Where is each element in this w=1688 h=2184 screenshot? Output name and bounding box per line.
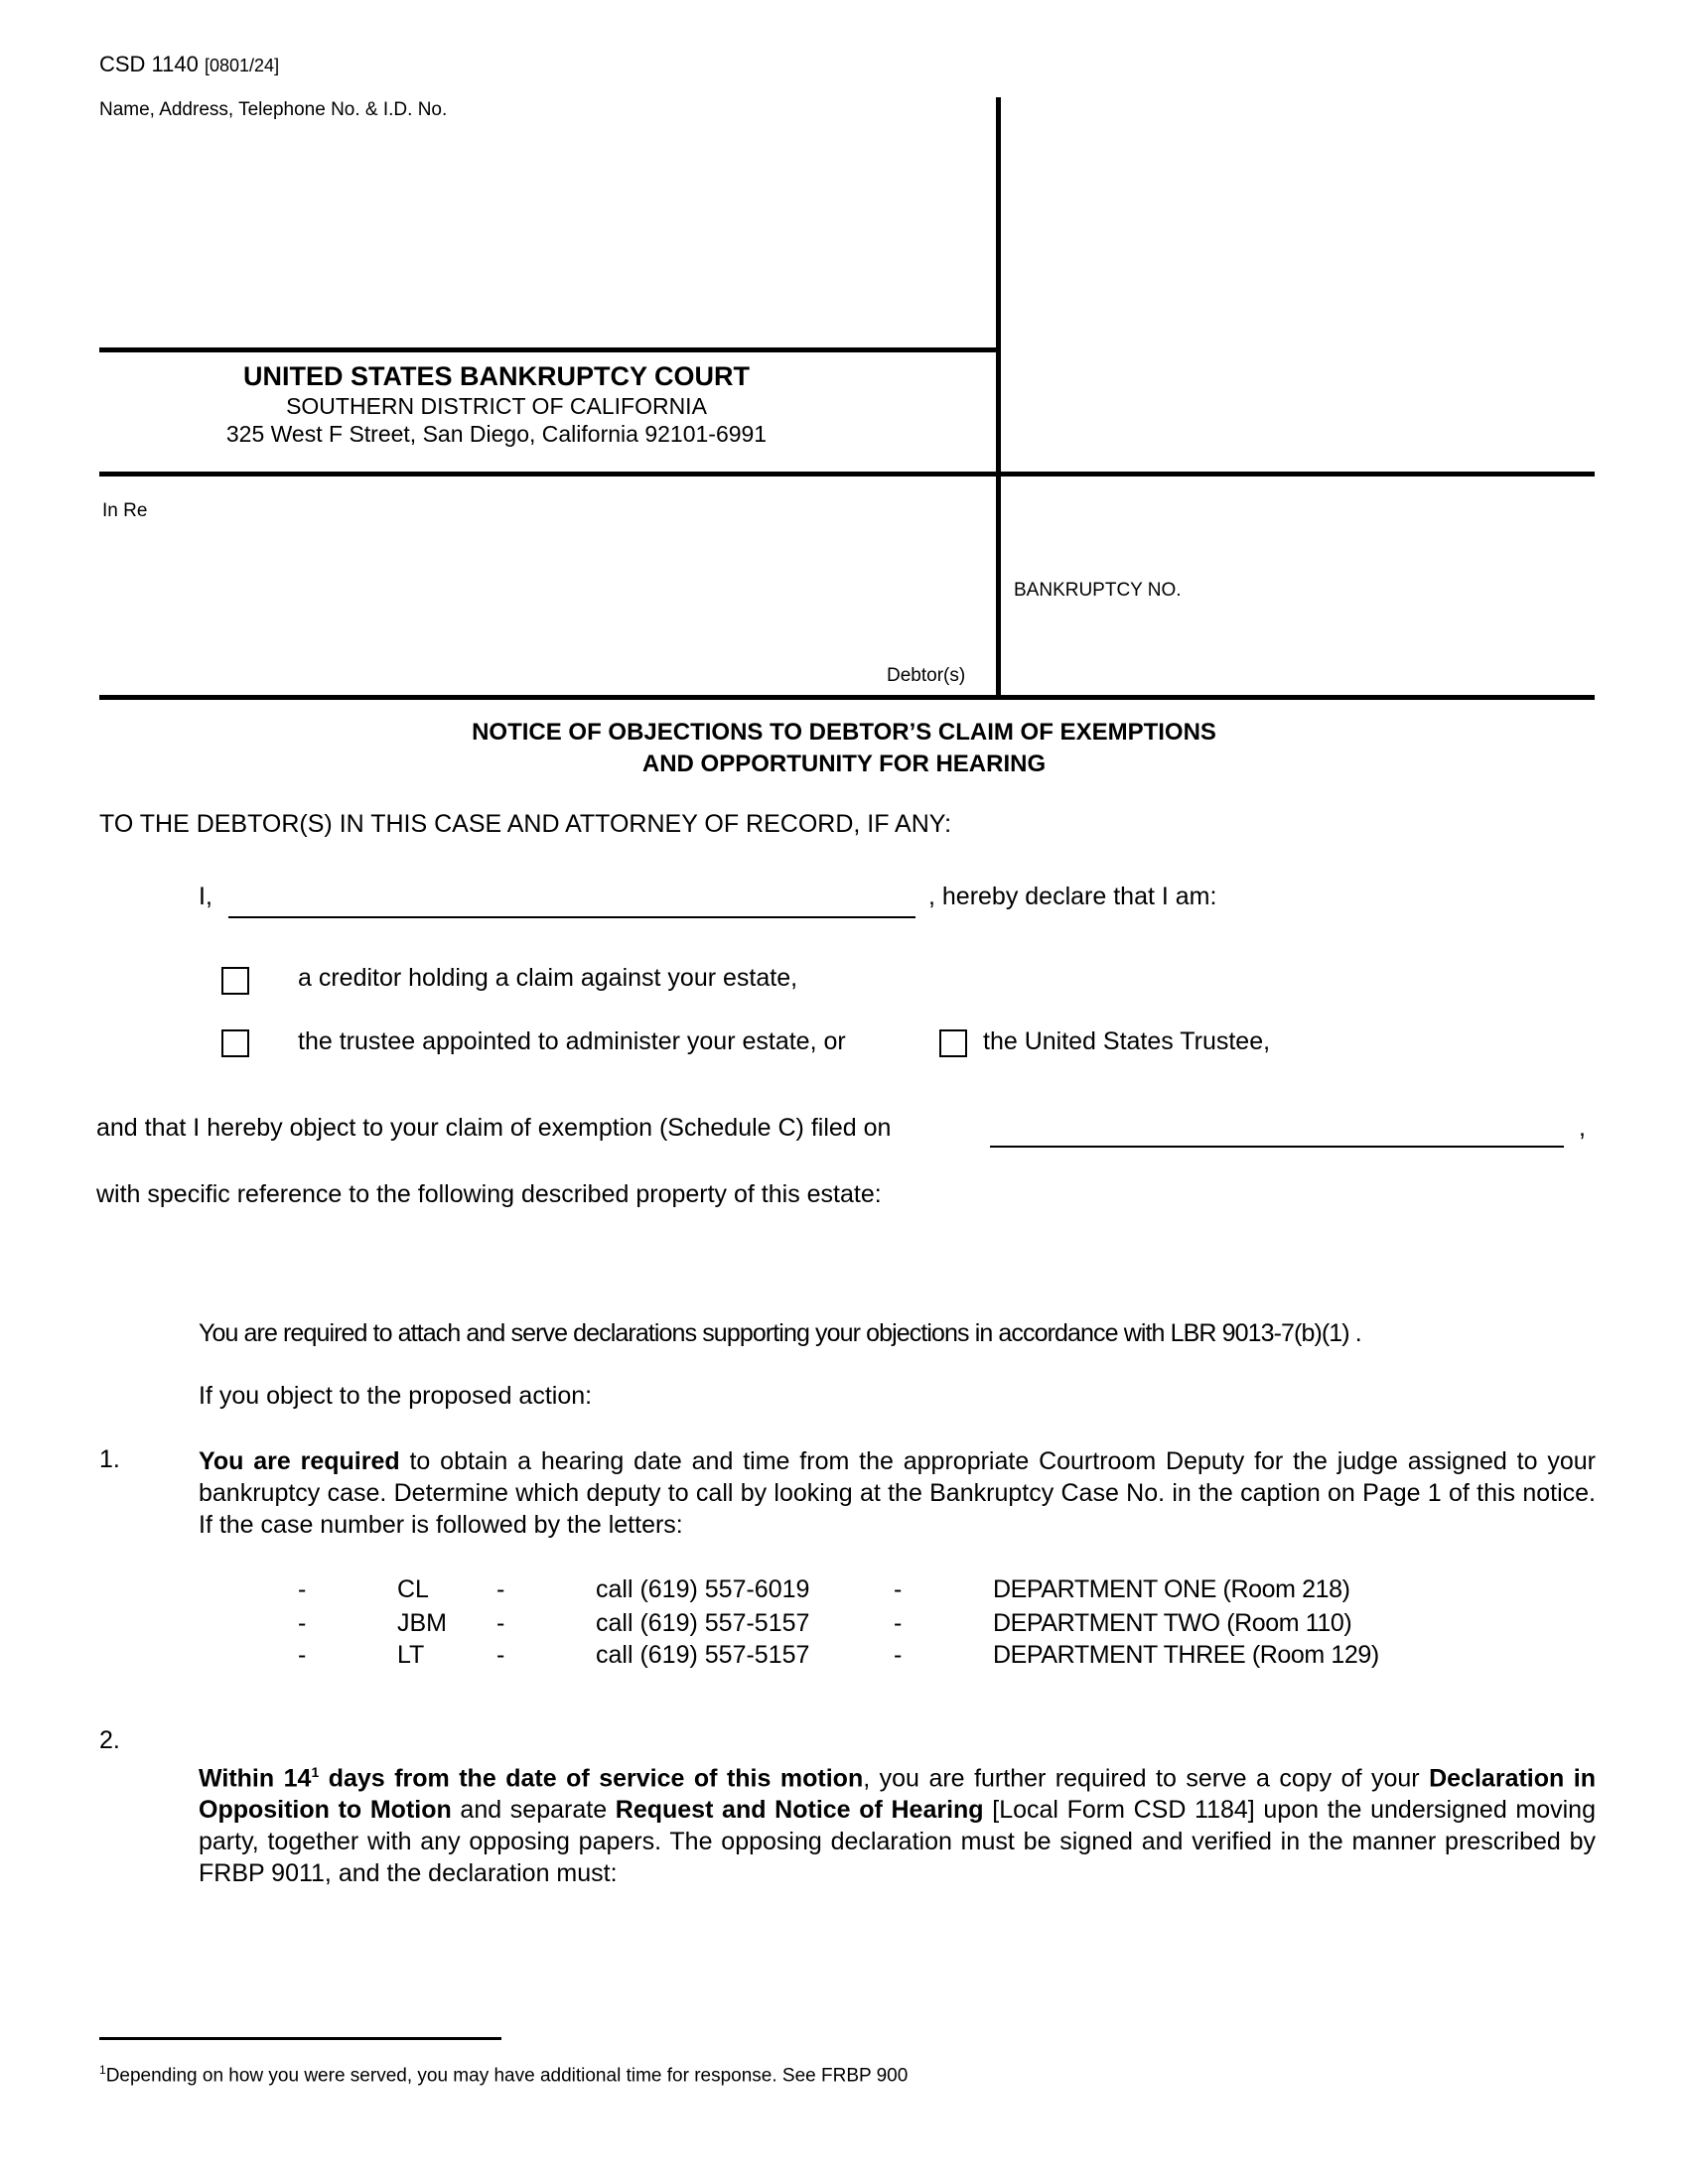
dept-name: DEPARTMENT ONE (Room 218) [993, 1575, 1350, 1603]
item-1-text [199, 1445, 1596, 1541]
court-district: SOUTHERN DISTRICT OF CALIFORNIA [286, 393, 707, 419]
dept-dash: - [496, 1575, 505, 1603]
property-reference: with specific reference to the following described property of this estate: [96, 1180, 882, 1208]
filed-on-date-field[interactable] [990, 1146, 1564, 1148]
dept-phone: call (619) 557-6019 [596, 1575, 810, 1603]
court-address: 325 West F Street, San Diego, California 92101-6991 [225, 421, 768, 447]
item-1-number: 1. [99, 1445, 120, 1473]
dept-dash: - [496, 1609, 505, 1637]
court-block [99, 361, 894, 448]
dept-code: LT [397, 1641, 425, 1669]
dept-dash: - [298, 1641, 307, 1669]
footnote-text: Depending on how you were served, you may have additional time for response. See FRBP 900 [105, 2065, 909, 2087]
item-2-body-a: , you are further required to serve a copy of your [863, 1764, 1430, 1793]
form-number: CSD 1140 [99, 52, 199, 76]
dept-phone: call (619) 557-5157 [596, 1609, 810, 1637]
notice-title [99, 717, 1589, 780]
item-1-bold: You are required [199, 1447, 400, 1475]
dept-name: DEPARTMENT TWO (Room 110) [993, 1609, 1352, 1637]
dept-dash: - [894, 1641, 903, 1669]
in-re-label: In Re [102, 500, 148, 521]
bankruptcy-no-label: BANKRUPTCY NO. [1014, 580, 1182, 601]
declare-suffix: , hereby declare that I am: [928, 883, 1217, 910]
footnote-divider [99, 2037, 501, 2040]
trustee-checkbox[interactable] [221, 1029, 249, 1057]
trustee-option-label: the trustee appointed to administer your estate, or [298, 1027, 846, 1055]
court-name: UNITED STATES BANKRUPTCY COURT [242, 361, 750, 391]
object-statement: and that I hereby object to your claim of exemption (Schedule C) filed on [96, 1114, 892, 1142]
dept-phone: call (619) 557-5157 [596, 1641, 810, 1669]
declarant-prefix: I, [199, 883, 212, 910]
caption-vertical-divider [996, 97, 1001, 699]
us-trustee-option-label: the United States Trustee, [983, 1027, 1271, 1055]
footnote-marker: 1 [99, 2063, 106, 2077]
creditor-checkbox[interactable] [221, 967, 249, 995]
item-2-bold-c: Declaration in Opposition to Motion [199, 1764, 1596, 1825]
form-id [99, 52, 279, 77]
item-2-body-b: and separate [451, 1796, 616, 1825]
dept-dash: - [298, 1575, 307, 1603]
dept-dash: - [298, 1609, 307, 1637]
item-2-bold-d: Request and Notice of Hearing [615, 1796, 984, 1825]
notice-title-line2: AND OPPORTUNITY FOR HEARING [641, 751, 1047, 777]
caption-rule-top [99, 347, 999, 352]
if-you-object-text: If you object to the proposed action: [199, 1382, 593, 1410]
form-revision: [0801/24] [205, 56, 280, 75]
footnote-ref: 1 [311, 1764, 320, 1780]
item-2-text [199, 1756, 1596, 1889]
dept-dash: - [894, 1575, 903, 1603]
declarant-name-field[interactable] [228, 916, 915, 918]
creditor-option-label: a creditor holding a claim against your estate, [298, 964, 798, 992]
dept-dash: - [894, 1609, 903, 1637]
addressee-line: TO THE DEBTOR(S) IN THIS CASE AND ATTORNEY OF RECORD, IF ANY: [99, 810, 952, 838]
dept-name: DEPARTMENT THREE (Room 129) [993, 1641, 1379, 1669]
item-2-number: 2. [99, 1726, 120, 1754]
dept-code: JBM [397, 1609, 447, 1637]
item-2-bold-b: days from the date of service of this motion [319, 1764, 864, 1793]
item-2-bold-a: Within 14 [199, 1764, 312, 1793]
debtor-label: Debtor(s) [887, 665, 966, 686]
us-trustee-checkbox[interactable] [939, 1029, 967, 1057]
attach-declarations-text: You are required to attach and serve declarations supporting your objections in accordance with LBR 9013-7(b)(1) . [199, 1319, 1361, 1347]
item-1-body: to obtain a hearing date and time from the appropriate Courtroom Deputy for the judge assigned to your bankruptcy case. Determine which deputy to call by looking at the Bankruptcy Case No. in the caption on Page 1 of this notice. If the case number is followed by the letters: [199, 1447, 1596, 1539]
dept-dash: - [496, 1641, 505, 1669]
footnote [99, 2063, 908, 2087]
dept-code: CL [397, 1575, 429, 1603]
notice-title-line1: NOTICE OF OBJECTIONS TO DEBTOR’S CLAIM OF EXEMPTIONS [472, 719, 1216, 746]
attorney-info-label: Name, Address, Telephone No. & I.D. No. [99, 99, 448, 120]
item-2-body-c: [Local Form CSD 1184] upon the undersigned moving party, together with any opposing papers. The opposing declaration must be signed and verified in the manner prescribed by FRBP 9011, and the declaration must: [199, 1796, 1596, 1888]
caption-rule-middle [99, 472, 1595, 477]
caption-rule-bottom [99, 695, 1595, 700]
filed-on-comma: , [1579, 1114, 1586, 1142]
